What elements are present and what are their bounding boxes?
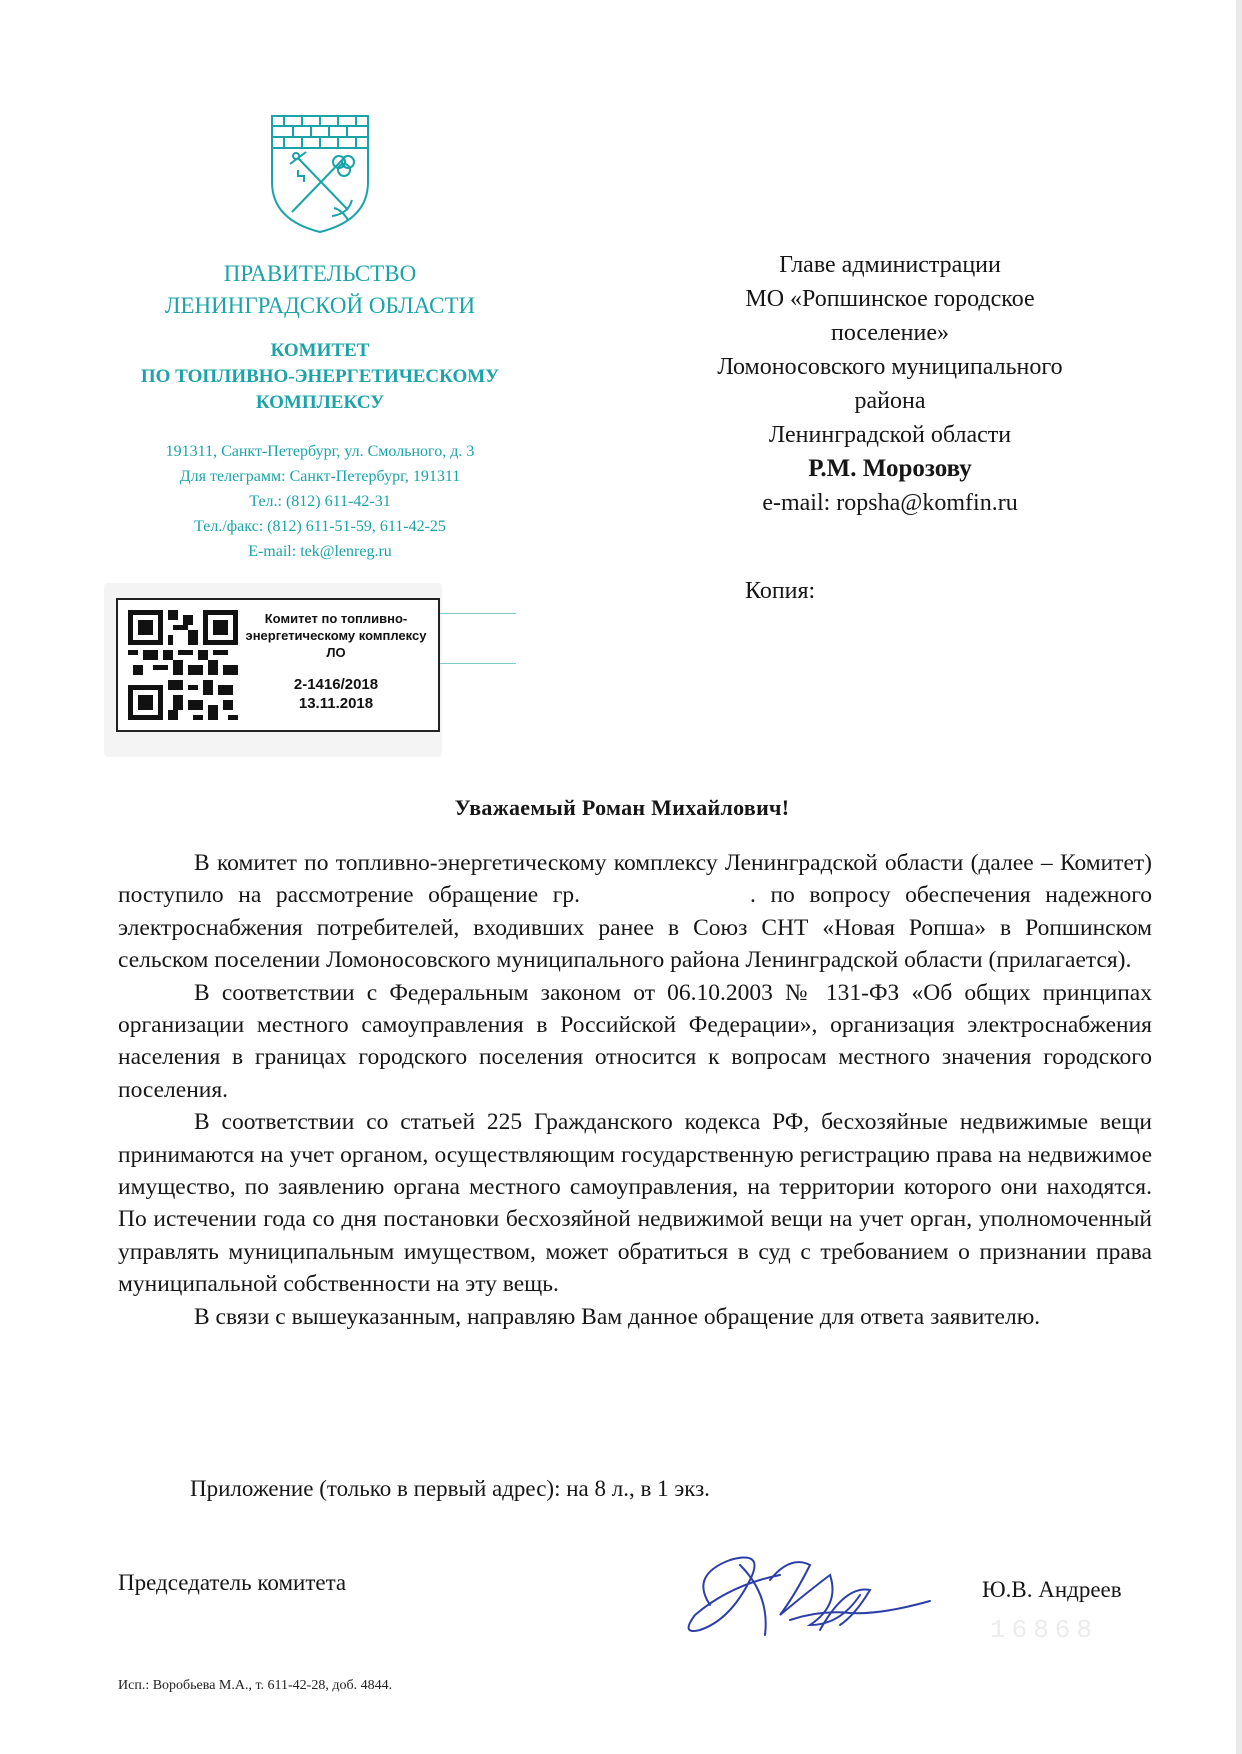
addressee-line: Главе администрации: [779, 252, 1001, 278]
committee-line: ПО ТОПЛИВНО-ЭНЕРГЕТИЧЕСКОМУ: [140, 366, 500, 387]
registration-stamp: [116, 598, 440, 732]
scan-edge: [1236, 0, 1242, 1754]
qr-code-icon: [128, 610, 238, 720]
paragraph-1-start: В комитет по топливно-энергетическому комплексу Ленинградской области (далее – Комитет) поступило на рассмотрение обращение гр.: [118, 850, 1152, 909]
addressee-line: МО «Ропшинское городское: [745, 286, 1035, 312]
addressee-email: e-mail: ropsha@komfin.ru: [762, 490, 1018, 516]
government-line: ЛЕНИНГРАДСКОЙ ОБЛАСТИ: [164, 293, 476, 318]
faint-stamp-number: 16868: [990, 1615, 1099, 1645]
letter-body: [118, 847, 1152, 1333]
phone-number: Тел.: (812) 611-42-31: [249, 493, 391, 510]
stamp-text: [244, 610, 428, 713]
letterhead-rule: [434, 613, 516, 614]
addressee-name: Р.М. Морозову: [808, 455, 972, 482]
stamp-number: 2-1416/2018: [293, 676, 379, 693]
stamp-date: 13.11.2018: [298, 695, 374, 712]
letterhead-committee: [60, 338, 580, 416]
fax-number: Тел./факс: (812) 611-51-59, 611-42-25: [194, 518, 446, 535]
salutation: Уважаемый Роман Михайлович!: [454, 795, 790, 820]
email-address: E-mail: tek@lenreg.ru: [248, 543, 392, 560]
coat-of-arms-icon: [268, 112, 372, 236]
addressee-block: [660, 248, 1120, 520]
postal-address: 191311, Санкт-Петербург, ул. Смольного, д. 3: [165, 443, 475, 460]
letterhead-rule: [434, 663, 516, 664]
attachment-note: Приложение (только в первый адрес): на 8 л., в 1 экз.: [190, 1476, 710, 1501]
signatory-name: Ю.В. Андреев: [982, 1577, 1122, 1602]
committee-line: КОМПЛЕКСУ: [255, 392, 385, 413]
paragraph-3: В соответствии со статьей 225 Гражданского кодекса РФ, бесхозяйные недвижимые вещи принимаются на учет органом, осуществляющим государственную регистрацию права на недвижимое имущество, по заявлению органа местного самоуправления, на территории которого они находятся. По истечении года со дня постановки бесхозяйной недвижимой вещи на учет орган, уполномоченный управлять муниципальным имуществом, может обратиться в суд с требованием о признании права муниципальной собственности на эту вещь.: [118, 1109, 1152, 1298]
copy-label: Копия:: [745, 578, 816, 604]
paragraph-2: В соответствии с Федеральным законом от 06.10.2003 № 131-ФЗ «Об общих принципах организации местного самоуправления в Российской Федерации», организация электроснабжения населения в границах городского поселения относится к вопросам местного значения городского поселения.: [118, 979, 1152, 1103]
letterhead-contacts: [60, 439, 580, 564]
stamp-organization: Комитет по топливно-энергетическому комплексу ЛО: [245, 611, 427, 660]
paragraph-1: [118, 847, 1152, 977]
signatory-title: Председатель комитета: [118, 1570, 347, 1595]
paragraph-4: В связи с вышеуказанным, направляю Вам данное обращение для ответа заявителю.: [194, 1303, 1041, 1330]
addressee-line: Ленинградской области: [768, 422, 1012, 448]
addressee-line: поселение»: [830, 320, 949, 346]
addressee-line: Ломоносовского муниципального: [717, 354, 1063, 380]
handwritten-signature: [670, 1535, 940, 1645]
letterhead-government: [60, 258, 580, 322]
paragraph-1-end: . по вопросу обеспечения надежного электроснабжения потребителей, входивших ранее в Союз СНТ «Новая Ропша» в Ропшинском сельском поселении Ломоносовского муниципального района Ленинградской области (прилагается).: [118, 882, 1152, 974]
committee-line: КОМИТЕТ: [270, 340, 370, 361]
executor-note: Исп.: Воробьева М.А., т. 611-42-28, доб. 4844.: [118, 1678, 393, 1693]
telegram-address: Для телеграмм: Санкт-Петербург, 191311: [179, 468, 461, 485]
government-line: ПРАВИТЕЛЬСТВО: [223, 261, 417, 286]
addressee-line: района: [854, 388, 926, 414]
